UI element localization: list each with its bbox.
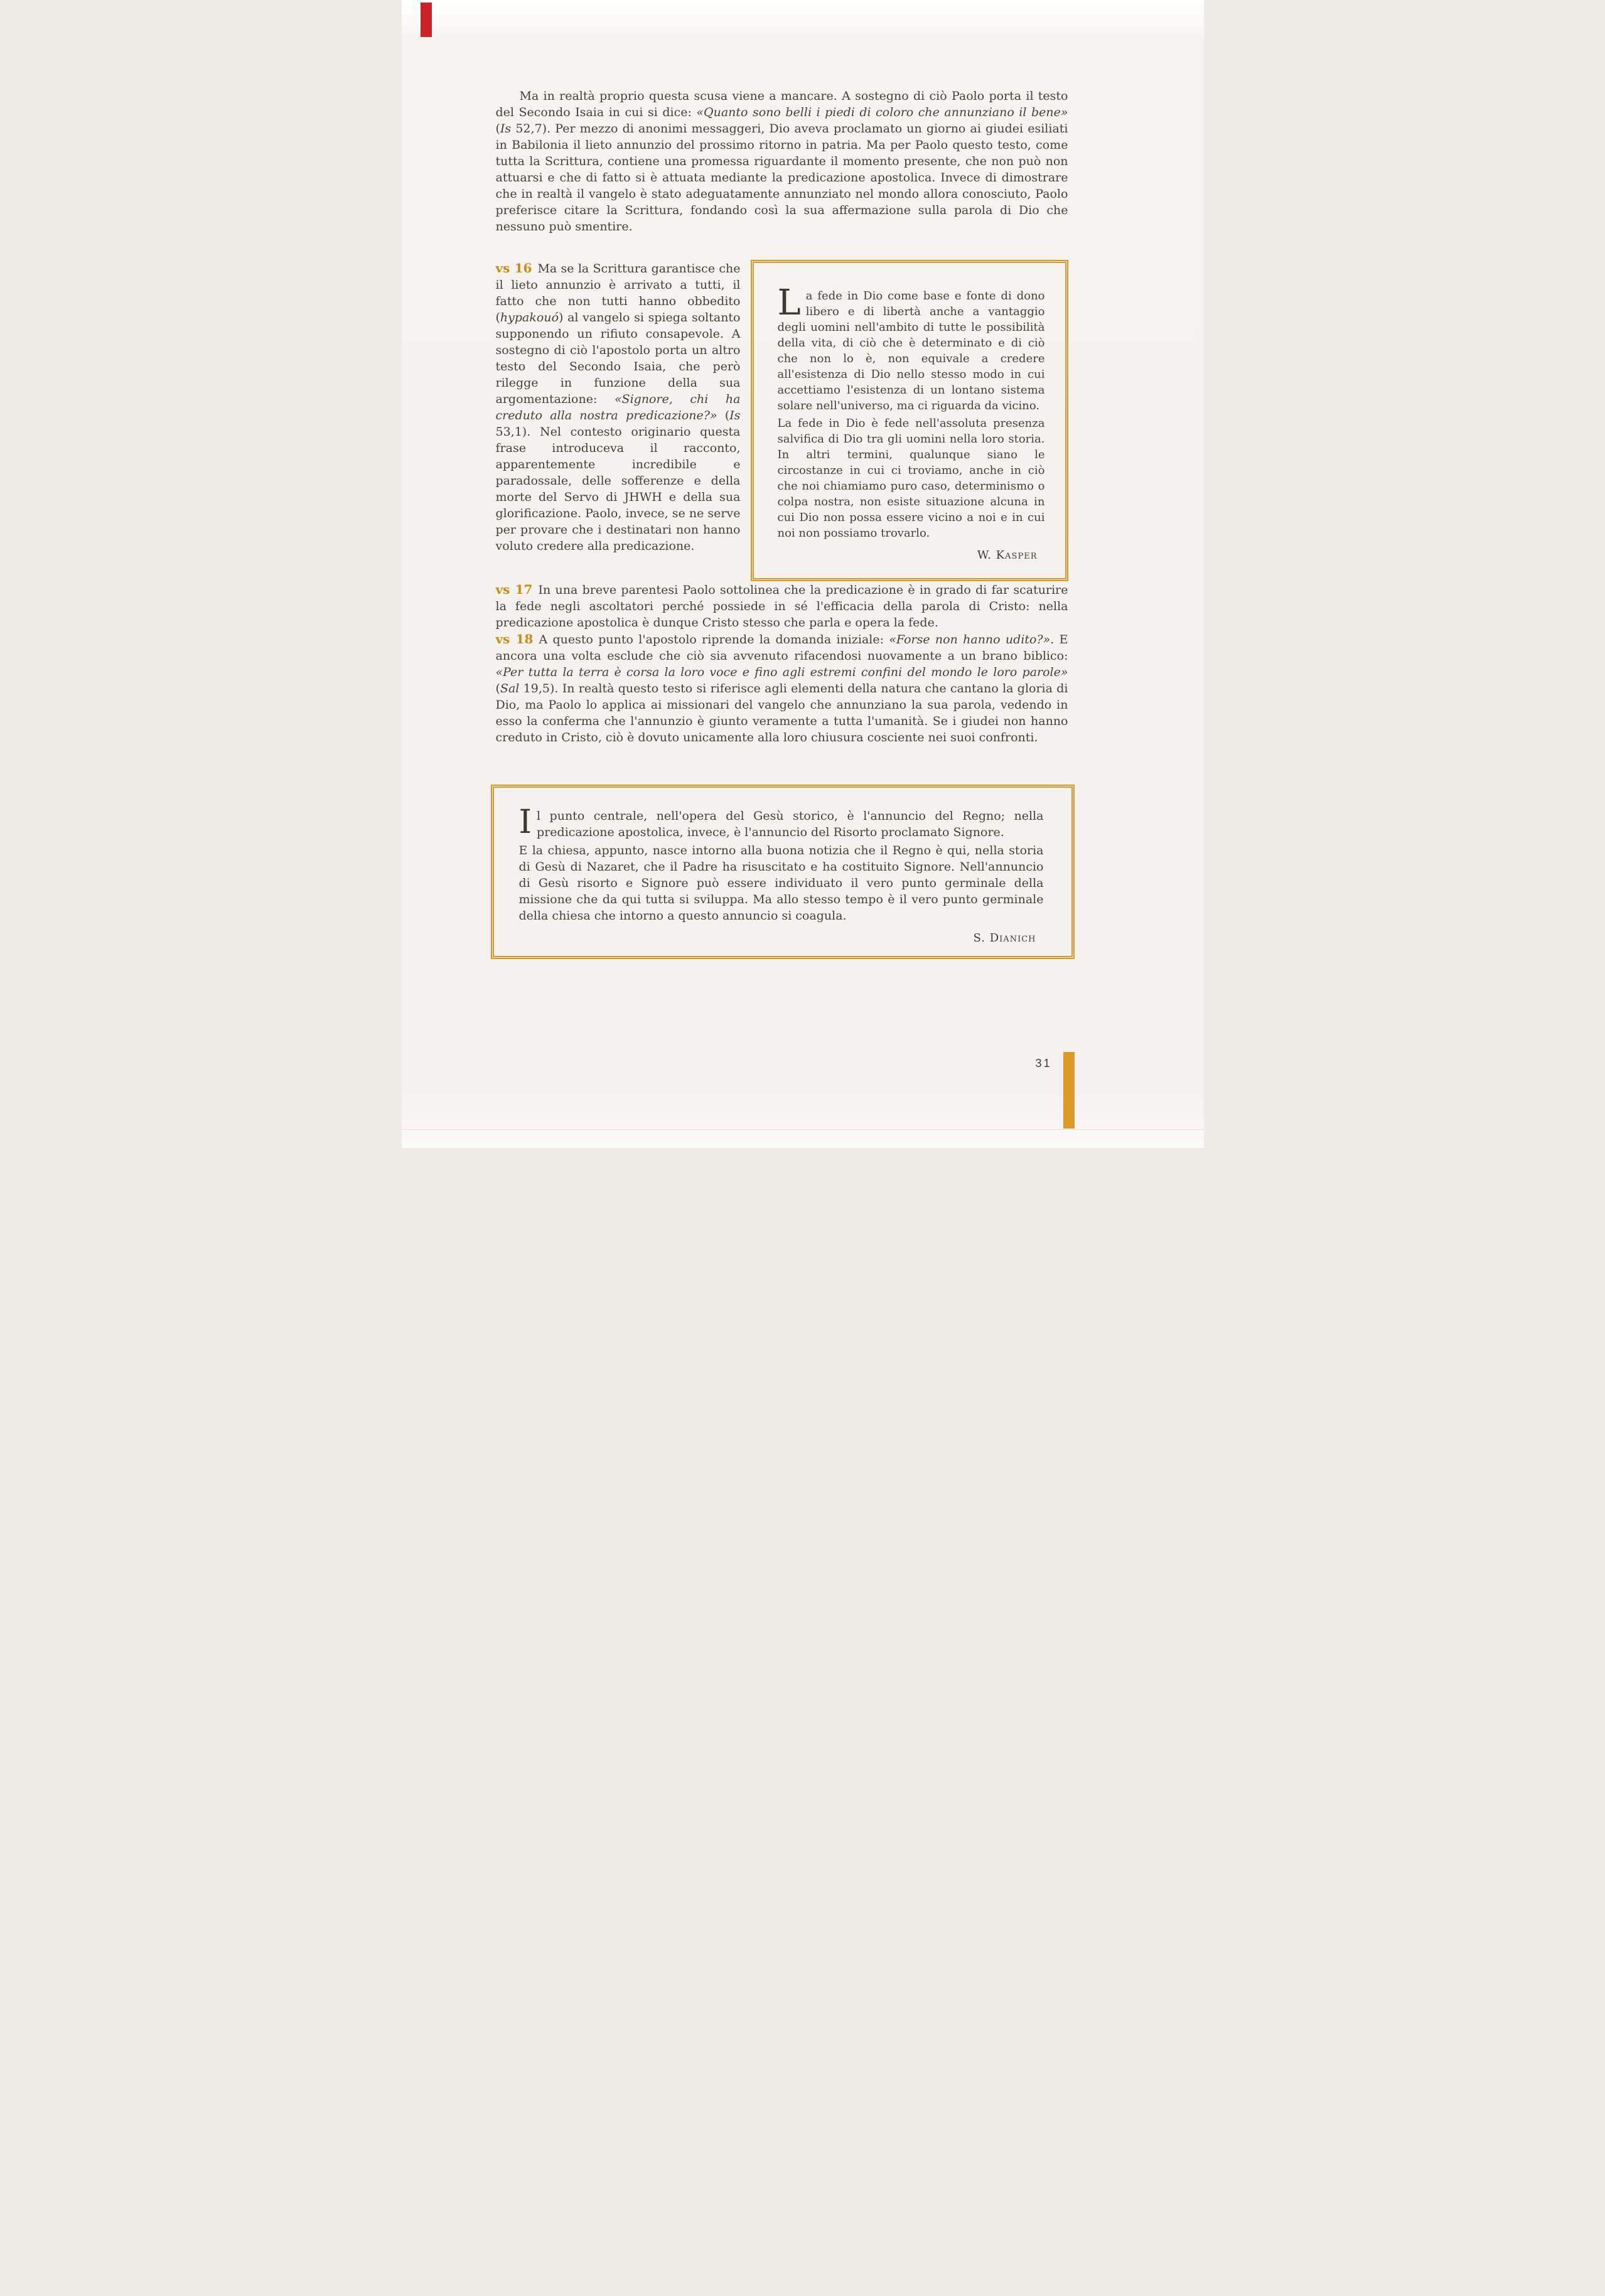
dianich-second-paragraph: E la chiesa, appunto, nasce intorno alla buona notizia che il Regno è qui, nella storia di Gesù di Nazaret, che il Padre ha risuscitato e ha costituito Signore. Nell'annuncio di Gesù risorto e Signore può essere individuato il vero punto germinale della missione che da qui tutta si sviluppa. Ma allo stesso tempo è il vero punto germinale della chiesa che intorno a questo annuncio si coagula. <box>518 844 1044 923</box>
verse-17-paragraph <box>496 581 1068 631</box>
kasper-attribution: W. Kasper <box>977 549 1038 562</box>
scan-bottom-edge <box>402 1129 1204 1130</box>
page-content <box>496 88 1068 959</box>
kasper-dropcap: L <box>777 282 801 323</box>
kasper-opening-text: a fede in Dio come base e fonte di dono libero e di libertà anche a vantaggio degli uomini nell'ambito di tutte le possibilità della vita, di ciò che è determinato e di ciò che non lo è, non equivale a credere all'esistenza di Dio nello stesso modo in cui accettiamo l'esistenza di un lontano sistema solare nell'universo, ma ci riguarda da vicino. <box>777 289 1045 412</box>
verse-18-text: A questo punto l'apostolo riprende la domanda iniziale: «Forse non hanno udito?». E ancora una volta esclude che ciò sia avvenuto rifacendosi nuovamente a un brano biblico: «Per tutta la terra è corsa la loro voce e fino agli estremi confini del mondo le loro parole» (Sal 19,5). In realtà questo testo si riferisce agli elementi della natura che cantano la gloria di Dio, ma Paolo lo applica ai missionari del vangelo che annunziano la sua parola, vedendo in esso la conferma che l'annunzio è giunto veramente a tutta l'umanità. Se i giudei non hanno creduto in Cristo, ciò è dovuto unicamente alla loro chiusura cosciente nei suoi confronti. <box>495 633 1068 744</box>
verse-16-text: Ma se la Scrittura garantisce che il lieto annunzio è arrivato a tutti, il fatto che non tutti hanno obbedito (hypakouó) al vangelo si spiega soltanto supponendo un rifiuto consapevole. A sostegno di ciò l'apostolo porta un altro testo del Secondo Isaia, che però rilegge in funzione della sua argomentazione: «Signore, chi ha creduto alla nostra predicazione?» (Is 53,1). Nel contesto originario questa frase introduceva il racconto, apparentemente incredibile e paradossale, delle sofferenze e della morte del Servo di JHWH e della sua glorificazione. Paolo, invece, se ne serve per provare che i destinatari non hanno voluto credere alla predicazione. <box>495 262 741 553</box>
dianich-opening-text: l punto centrale, nell'opera del Gesù storico, è l'annuncio del Regno; nella predicazione apostolica, invece, è l'annuncio del Risorto proclamato Signore. <box>537 809 1044 839</box>
kasper-second-paragraph: La fede in Dio è fede nell'assoluta presenza salvifica di Dio tra gli uomini nella loro storia. In altri termini, qualunque siano le circostanze in cui ci troviamo, anche in ciò che noi chiamiamo puro caso, determinismo o colpa nostra, non esiste situazione alcuna in cui Dio non possa essere vicino a noi e in cui noi non possiamo trovarlo. <box>777 417 1045 540</box>
dianich-quote-box <box>491 785 1075 959</box>
verse-16-section <box>496 260 1068 581</box>
kasper-quote-box <box>751 260 1068 581</box>
verse-17-label: vs 17 <box>495 582 533 597</box>
red-edge-tab <box>421 3 432 37</box>
page-number: 31 <box>1035 1057 1052 1070</box>
page-edge-bar <box>1063 1052 1075 1129</box>
scanned-page <box>402 0 1204 1148</box>
verse-17-text: In una breve parentesi Paolo sottolinea che la predicazione è in grado di far scaturire la fede negli ascoltatori perché possiede in sé l'efficacia della parola di Cristo: nella predicazione apostolica è dunque Cristo stesso che parla e opera la fede. <box>495 583 1068 630</box>
dianich-opening-paragraph <box>518 803 1044 841</box>
dianich-attribution: S. Dianich <box>973 931 1036 945</box>
verse-16-label: vs 16 <box>495 260 532 276</box>
verse-16-column <box>496 260 741 554</box>
dianich-dropcap: I <box>518 803 532 841</box>
kasper-opening-paragraph <box>777 282 1045 414</box>
verse-18-paragraph <box>496 631 1068 746</box>
verse-18-label: vs 18 <box>495 631 534 646</box>
verse-16-paragraph <box>496 260 741 554</box>
intro-paragraph: Ma in realtà proprio questa scusa viene a mancare. A sostegno di ciò Paolo porta il testo del Secondo Isaia in cui si dice: «Quanto sono belli i piedi di coloro che annunziano il bene» (Is 52,7). Per mezzo di anonimi messaggeri, Dio aveva proclamato un giorno ai giudei esiliati in Babilonia il lieto annunzio del prossimo ritorno in patria. Ma per Paolo questo testo, come tutta la Scrittura, contiene una promessa riguardante il momento presente, che non può non attuarsi e che di fatto si è attuata mediante la predicazione apostolica. Invece di dimostrare che in realtà il vangelo è stato adeguatamente annunziato nel mondo allora conosciuto, Paolo preferisce citare la Scrittura, fondando così la sua affermazione sulla parola di Dio che nessuno può smentire. <box>495 89 1068 233</box>
